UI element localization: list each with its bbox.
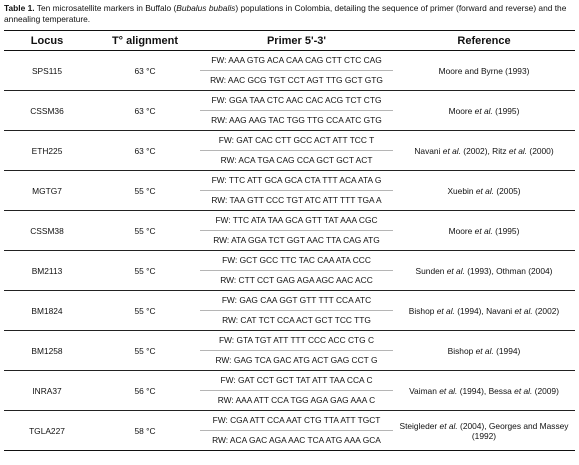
- locus-cell: INRA37: [32, 385, 62, 396]
- primer-cell: [200, 171, 393, 211]
- locus-cell: BM1258: [31, 345, 63, 356]
- reference-text: (2009): [532, 385, 559, 396]
- reference-cell: [393, 331, 575, 371]
- primer-forward: FW: TTC ATA TAA GCA GTT TAT AAA CGC: [200, 211, 393, 231]
- primer-reverse: RW: AAG AAG TAC TGG TTG CCA ATC GTG: [211, 115, 382, 125]
- primer-forward: FW: GAT CCT GCT TAT ATT TAA CCA C: [200, 371, 393, 391]
- reference-text: Steigleder: [399, 420, 440, 431]
- reference-text: (1993), Othman (2004): [464, 265, 553, 276]
- locus-cell: TGLA227: [29, 425, 65, 436]
- reference-cell: [393, 411, 575, 451]
- reference-text: Xuebin: [447, 185, 476, 196]
- reference-text: Vaiman: [409, 385, 440, 396]
- table-row: [4, 51, 575, 91]
- table-row: [4, 211, 575, 251]
- locus-cell: MGTG7: [32, 185, 62, 196]
- primer-cell: [200, 331, 393, 371]
- caption-text-before: Ten microsatellite markers in Buffalo (: [34, 3, 177, 13]
- header-locus: Locus: [30, 34, 64, 47]
- primer-cell: [200, 411, 393, 451]
- reference-text: (2002): [532, 305, 560, 316]
- alignment-temp-cell: 55 °C: [134, 225, 156, 236]
- reference-text: et al.: [474, 225, 493, 236]
- primer-cell: [200, 371, 393, 411]
- primer-forward: FW: GCT GCC TTC TAC CAA ATA CCC: [200, 251, 393, 271]
- reference-cell: [393, 51, 575, 91]
- reference-text: et al.: [514, 385, 533, 396]
- reference-text: Moore and Byrne (1993): [438, 65, 530, 76]
- reference-text: (2000): [527, 145, 554, 156]
- primer-reverse: RW: CTT CCT GAG AGA AGC AAC ACC: [220, 275, 373, 285]
- alignment-temp-cell: 55 °C: [134, 345, 156, 356]
- alignment-temp-cell: 55 °C: [134, 265, 156, 276]
- reference-text: Sunden: [415, 265, 447, 276]
- alignment-temp-cell: 63 °C: [134, 145, 156, 156]
- caption-text-after: ) populations in Colombia, detailing the sequence of primer (forward and reverse) and the annealing temperature.: [4, 3, 567, 24]
- microsatellite-table: [4, 30, 575, 451]
- table-body: [4, 51, 575, 451]
- reference-text: (2002), Ritz: [460, 145, 509, 156]
- primer-cell: [200, 51, 393, 91]
- reference-text: et al.: [474, 105, 493, 116]
- primer-reverse: RW: AAC GCG TGT CCT AGT TTG GCT GTG: [210, 75, 383, 85]
- primer-cell: [200, 211, 393, 251]
- reference-text: et al.: [436, 305, 455, 316]
- reference-text: (2005): [494, 185, 521, 196]
- primer-forward: FW: CGA ATT CCA AAT CTG TTA ATT TGCT: [200, 411, 393, 431]
- reference-text: (1995): [492, 225, 520, 236]
- primer-reverse: RW: ACA GAC AGA AAC TCA ATG AAA GCA: [212, 435, 381, 445]
- locus-cell: BM1824: [31, 305, 63, 316]
- primer-cell: [200, 251, 393, 291]
- primer-cell: [200, 291, 393, 331]
- reference-text: Moore: [448, 225, 475, 236]
- reference-text: Moore: [448, 105, 475, 116]
- alignment-temp-cell: 58 °C: [134, 425, 156, 436]
- reference-text: (2004), Georges and Massey (1992): [457, 420, 569, 441]
- primer-forward: FW: GTA TGT ATT TTT CCC ACC CTG C: [200, 331, 393, 351]
- reference-text: et al.: [508, 145, 528, 156]
- reference-text: (1994), Bessa: [457, 385, 515, 396]
- primer-reverse: RW: GAG TCA GAC ATG ACT GAG CCT G: [215, 355, 378, 365]
- primer-forward: FW: AAA GTG ACA CAA CAG CTT CTC CAG: [200, 51, 393, 71]
- reference-text: et al.: [446, 265, 465, 276]
- caption-species: Bubalus bubalis: [176, 3, 236, 13]
- table-row: [4, 251, 575, 291]
- table-row: [4, 371, 575, 411]
- locus-cell: CSSM38: [30, 225, 64, 236]
- locus-cell: ETH225: [31, 145, 63, 156]
- alignment-temp-cell: 55 °C: [134, 305, 156, 316]
- reference-cell: [393, 291, 575, 331]
- reference-text: et al.: [439, 420, 458, 431]
- reference-text: et al.: [442, 145, 461, 156]
- reference-text: et al.: [475, 345, 494, 356]
- reference-text: et al.: [439, 385, 458, 396]
- reference-text: Bishop: [447, 345, 476, 356]
- reference-text: (1994), Navani: [454, 305, 515, 316]
- locus-cell: BM2113: [31, 265, 63, 276]
- primer-reverse: RW: ACA TGA CAG CCA GCT GCT ACT: [220, 155, 373, 165]
- caption-label: Table 1.: [4, 3, 35, 13]
- primer-forward: FW: GAT CAC CTT GCC ACT ATT TCC T: [200, 131, 393, 151]
- reference-text: et al.: [514, 305, 533, 316]
- reference-cell: [393, 251, 575, 291]
- reference-text: Navani: [414, 145, 443, 156]
- header-alignment: T° alignment: [111, 34, 179, 47]
- primer-reverse: RW: TAA GTT CCC TGT ATC ATT TTT TGA A: [211, 195, 382, 205]
- reference-cell: [393, 131, 575, 171]
- table-row: [4, 91, 575, 131]
- alignment-temp-cell: 56 °C: [134, 385, 156, 396]
- reference-cell: [393, 371, 575, 411]
- primer-forward: FW: GAG CAA GGT GTT TTT CCA ATC: [200, 291, 393, 311]
- reference-cell: [393, 211, 575, 251]
- table-row: [4, 411, 575, 451]
- reference-text: (1995): [492, 105, 520, 116]
- header-row: [4, 31, 575, 51]
- reference-text: et al.: [475, 185, 495, 196]
- table-row: [4, 331, 575, 371]
- reference-text: (1994): [493, 345, 521, 356]
- reference-text: Bishop: [408, 305, 437, 316]
- locus-cell: CSSM36: [30, 105, 64, 116]
- header-primer: Primer 5'-3': [266, 34, 327, 47]
- primer-cell: [200, 131, 393, 171]
- primer-reverse: RW: AAA ATT CCA TGG AGA GAG AAA C: [217, 395, 376, 405]
- table-row: [4, 291, 575, 331]
- table-row: [4, 171, 575, 211]
- alignment-temp-cell: 63 °C: [134, 65, 156, 76]
- primer-forward: FW: GGA TAA CTC AAC CAC ACG TCT CTG: [200, 91, 393, 111]
- primer-reverse: RW: CAT TCT CCA ACT GCT TCC TTG: [222, 315, 371, 325]
- reference-cell: [393, 171, 575, 211]
- table-caption: [4, 3, 575, 24]
- header-reference: Reference: [457, 34, 511, 47]
- alignment-temp-cell: 55 °C: [134, 185, 156, 196]
- primer-reverse: RW: ATA GGA TCT GGT AAC TTA CAG ATG: [213, 235, 380, 245]
- primer-cell: [200, 91, 393, 131]
- locus-cell: SPS115: [31, 65, 63, 76]
- reference-cell: [393, 91, 575, 131]
- primer-forward: FW: TTC ATT GCA GCA CTA TTT ACA ATA G: [200, 171, 393, 191]
- alignment-temp-cell: 63 °C: [134, 105, 156, 116]
- table-row: [4, 131, 575, 171]
